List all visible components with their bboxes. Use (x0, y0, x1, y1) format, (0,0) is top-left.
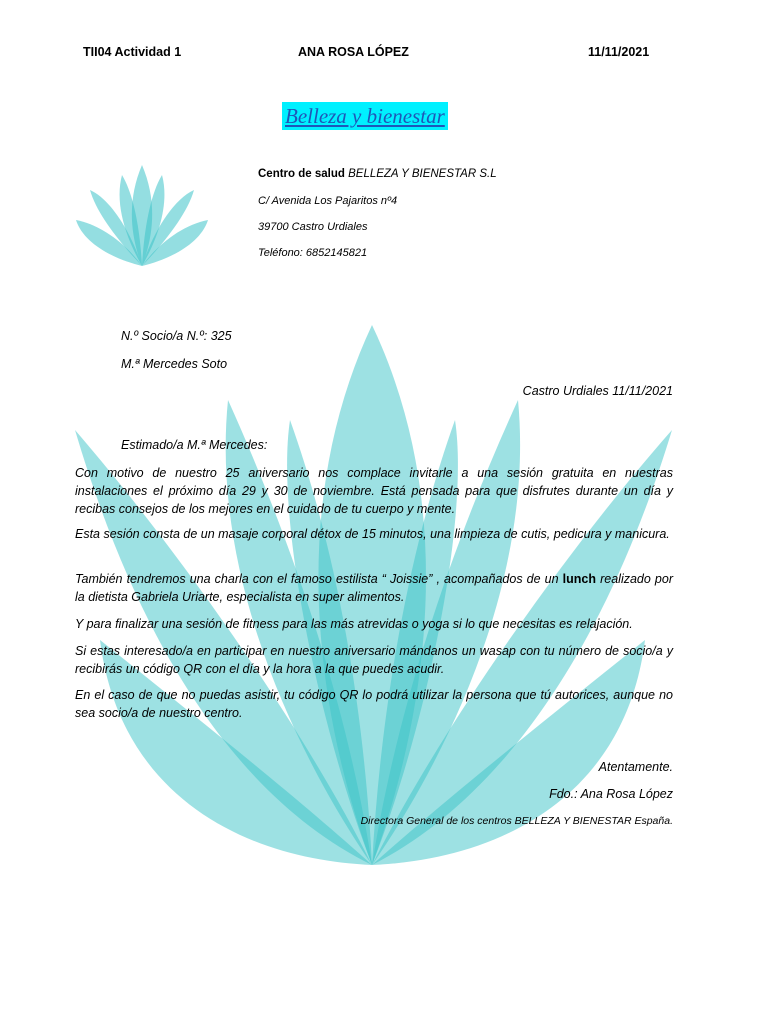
center-postal: 39700 Castro Urdiales (258, 221, 368, 233)
paragraph-2: Esta sesión consta de un masaje corporal détox de 15 minutos, una limpieza de cutis, pedicura y manicura. (75, 527, 670, 541)
paragraph-5: Si estas interesado/a en participar en nuestro aniversario mándanos un wasap con tu número de socio/a y recibirás un código QR con el día y la hora a la que puedes acudir. (75, 644, 673, 676)
member-number: N.º Socio/a N.º: 325 (121, 329, 232, 343)
place-date: Castro Urdiales 11/11/2021 (522, 384, 673, 398)
paragraph-3-a: También tendremos una charla con el famoso estilista “ Joissie” , acompañados de un (75, 572, 563, 586)
closing-regards: Atentamente. (598, 760, 673, 774)
closing-signature: Fdo.: Ana Rosa López (549, 787, 673, 801)
header-date: 11/11/2021 (588, 45, 650, 59)
center-name-value: BELLEZA Y BIENESTAR S.L (348, 168, 497, 180)
center-name (258, 168, 497, 180)
center-phone: Teléfono: 6852145821 (258, 247, 368, 259)
paragraph-3-bold: lunch (562, 572, 597, 586)
center-address: C/ Avenida Los Pajaritos nº4 (258, 195, 398, 207)
recipient-name: M.ª Mercedes Soto (121, 357, 228, 371)
paragraph-6: En el caso de que no puedas asistir, tu código QR lo podrá utilizar la persona que tú autorices, aunque no sea socio/a de nuestro centro. (75, 688, 673, 720)
paragraph-3-c: realizado por la dietista Gabriela Uriarte, especialista en super alimentos. (75, 572, 673, 604)
header-author: ANA ROSA LÓPEZ (298, 45, 409, 59)
paragraph-4: Y para finalizar una sesión de fitness para las más atrevidas o yoga si lo que necesitas es relajación. (75, 617, 633, 631)
document-title: Belleza y bienestar (282, 102, 448, 130)
header-course: TII04 Actividad 1 (83, 45, 182, 59)
lotus-logo-icon (72, 160, 212, 275)
greeting: Estimado/a M.ª Mercedes: (121, 438, 268, 452)
closing-role: Directora General de los centros BELLEZA Y BIENESTAR España. (360, 815, 673, 827)
paragraph-3 (75, 570, 673, 606)
paragraph-1: Con motivo de nuestro 25 aniversario nos complace invitarle a una sesión gratuita en nuestras instalaciones el próximo día 29 y 30 de noviembre. Está pensada para que disfrutes durante un día y recibas consejos de los mejores en el cuidado de tu cuerpo y mente. (75, 466, 673, 516)
center-name-prefix: Centro de salud (258, 168, 345, 180)
